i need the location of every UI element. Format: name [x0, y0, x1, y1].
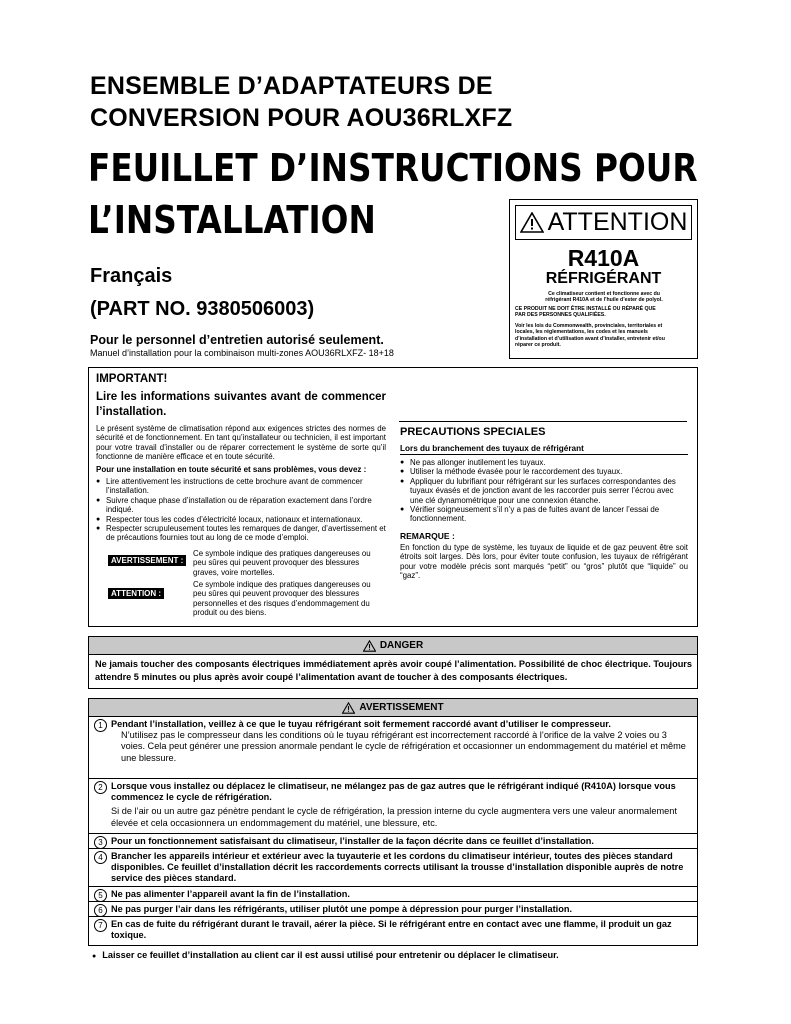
- precautions-title: PRECAUTIONS SPECIALES: [400, 426, 546, 438]
- series-title-line1: ENSEMBLE D’ADAPTATEURS DE: [90, 72, 493, 100]
- avertissement-heading-text: AVERTISSEMENT: [359, 702, 444, 713]
- warning-item: [89, 917, 697, 944]
- part-number: (PART NO. 9380506003): [90, 298, 315, 320]
- remark-text: En fonction du type de système, les tuyaux de liquide et de gaz peuvent être soit étroits soit larges. Dès lors, pour éviter toute confusion, les tuyaux de réfrigérant pour votre modèle précis sont marqués “petit” ou “gros” plutôt que “liquide” ou “gaz”.: [400, 543, 688, 581]
- safety-list: [96, 477, 386, 543]
- warning-item: [89, 717, 697, 779]
- item-number: 5: [94, 889, 107, 902]
- attention-note-3: Voir les lois du Commonwealth, provinciales, territoriales et locales, les réglementations, les codes et les manuels d’installation et d’utilisation avant d’installer, entretenir et/ou réparer ce produit.: [515, 323, 665, 348]
- item-number: 7: [94, 919, 107, 932]
- list-item: ● Suivre chaque phase d’installation ou de réparation exactement dans l’ordre indiqué.: [96, 496, 386, 515]
- language-label: Français: [90, 265, 173, 287]
- list-item: ● Vérifier soigneusement s’il n’y a pas de fuites avant de lancer l’essai de fonctionnement.: [400, 505, 688, 524]
- warning-triangle-icon: [342, 702, 355, 714]
- precautions-list: [400, 458, 688, 524]
- main-title-line1: FEUILLET D’INSTRUCTIONS POUR: [88, 146, 698, 190]
- item-number: 4: [94, 851, 107, 864]
- refrigerant-name: R410A: [567, 245, 640, 271]
- attention-box: [509, 199, 698, 359]
- manual-note: Manuel d’installation pour la combinaison multi-zones AOU36RLXFZ- 18+18: [90, 348, 394, 358]
- personnel-note: Pour le personnel d’entretien autorisé seulement.: [90, 333, 384, 347]
- attention-heading: [515, 205, 692, 240]
- attention-note-2: CE PRODUIT NE DOIT ÊTRE INSTALLÉ OU RÉPARÉ QUE PAR DES PERSONNES QUALIFIÉES.: [515, 306, 656, 319]
- warning-item: [89, 902, 697, 917]
- item-number: 2: [94, 781, 107, 794]
- danger-text: Ne jamais toucher des composants électriques immédiatement après avoir coupé l’alimentation. Possibilité de choc électrique. Toujours attendre 5 minutes ou plus après avoir coupé l’alimentation avant de toucher à des composants électriques.: [95, 659, 692, 682]
- item-text: Pour un fonctionnement satisfaisant du climatiseur, l’installer de la façon décrite dans ce feuillet d’installation.: [111, 836, 594, 846]
- item-number: 3: [94, 836, 107, 849]
- list-item: ● Utiliser la méthode évasée pour le raccordement des tuyaux.: [400, 467, 688, 476]
- warning-item: [89, 779, 697, 834]
- list-item: ● Appliquer du lubrifiant pour réfrigérant sur les surfaces correspondantes des tuyaux évasés et de jonction avant de les raccorder puis serrer l’écrou avec une clé dynamométrique pour une connexion étanche.: [400, 477, 688, 505]
- warning-triangle-icon: [520, 212, 544, 233]
- item-text: Brancher les appareils intérieur et extérieur avec la tuyauterie et les cordons du climatiseur intérieur, toutes des pièces standard disponibles. Ce feuillet d’installation décrit les raccordements corrects utilisant la trousse d’installation disponible auprès de notre service des pièces standard.: [111, 851, 684, 884]
- main-title-line2: L’INSTALLATION: [88, 198, 376, 242]
- attention-note-1: Ce climatiseur contient et fonctionne avec du réfrigérant R410A et de l’huile d’ester de polyol.: [545, 291, 663, 304]
- list-item: ● Respecter tous les codes d’électricité locaux, nationaux et internationaux.: [96, 515, 386, 524]
- warning-triangle-icon: [363, 640, 376, 652]
- footer-note: ● Laisser ce feuillet d’installation au client car il est aussi utilisé pour entretenir ou déplacer le climatiseur.: [92, 950, 559, 960]
- avertissement-heading: [89, 699, 697, 717]
- important-paragraph: Le présent système de climatisation répond aux exigences strictes des normes de sécurité et de fonctionnement. En tant qu’installateur ou technicien, il est important pour votre travail d’installer ou de réparer correctement le système de sorte qu’il fonctionne de manière efficace et en toute sécurité.: [96, 424, 386, 462]
- item-text: En cas de fuite du réfrigérant durant le travail, aérer la pièce. Si le réfrigérant entre en contact avec une flamme, il produit un gaz toxique.: [111, 919, 672, 941]
- bullet-icon: ●: [92, 953, 97, 960]
- list-item: ● Lire attentivement les instructions de cette brochure avant de commencer l’installation.: [96, 477, 386, 496]
- remark-title: REMARQUE :: [400, 531, 455, 541]
- avert-description: Ce symbole indique des pratiques dangereuses ou peu sûres qui peuvent provoquer des blessures graves, voire mortelles.: [193, 549, 371, 577]
- danger-heading-text: DANGER: [379, 640, 424, 651]
- warning-item: [89, 849, 697, 887]
- list-item: ● Ne pas allonger inutilement les tuyaux.: [400, 458, 688, 467]
- warning-item: [89, 887, 697, 902]
- precautions-divider: [399, 421, 687, 422]
- avert-badge: AVERTISSEMENT :: [108, 550, 186, 568]
- series-title: [90, 70, 512, 134]
- danger-heading: [89, 637, 697, 655]
- item-number: 6: [94, 904, 107, 917]
- important-subtitle: Lire les informations suivantes avant de commencer l’installation.: [96, 391, 386, 418]
- refrigerant-label: RÉFRIGÉRANT: [545, 270, 662, 287]
- important-title: IMPORTANT!: [96, 373, 168, 385]
- attn-badge: ATTENTION :: [108, 583, 164, 601]
- list-item: ● Respecter scrupuleusement toutes les remarques de danger, d’avertissement et de précautions fournies tout au long de ce mode d’emploi.: [96, 524, 386, 543]
- attn-description: Ce symbole indique des pratiques dangereuses ou peu sûres qui peuvent provoquer des blessures personnelles et des risques d’endommagement du produit ou des biens.: [193, 580, 371, 618]
- series-title-line2: CONVERSION POUR AOU36RLXFZ: [90, 104, 513, 132]
- item-number: 1: [94, 719, 107, 732]
- item-text: Ne pas purger l’air dans les réfrigérants, utiliser plutôt une pompe à dépression pour purger l’installation.: [111, 904, 572, 914]
- item-text: Pendant l’installation, veillez à ce que le tuyau réfrigérant soit fermement raccordé avant d’utiliser le compresseur. N’utilisez pas le compresseur dans les conditions où le tuyau réfrigérant est incorrectement raccordé à l’orifice de la valve 2 voies ou 3 voies. Cela peut générer une pression anormale pendant le cycle de réfrigération et occasionner un endommagement du matériel et même une blessure.: [111, 719, 686, 763]
- item-text: Lorsque vous installez ou déplacez le climatiseur, ne mélangez pas de gaz autres que le réfrigérant indiqué (R410A) lorsque vous commencez le cycle de réfrigération. Si de l’air ou un autre gaz pénètre pendant le cycle de réfrigération, la pression interne du cycle augmentera vers une valeur anormalement élevée et cela occasionnera un endommagement du matériel, une blessure, etc.: [111, 781, 677, 828]
- danger-box: [88, 636, 698, 689]
- precautions-subtitle: Lors du branchement des tuyaux de réfrigérant: [400, 444, 688, 455]
- attention-heading-text: ATTENTION: [547, 208, 688, 236]
- warning-item: [89, 834, 697, 849]
- item-text: Ne pas alimenter l’appareil avant la fin de l’installation.: [111, 889, 350, 899]
- safety-heading: Pour une installation en toute sécurité et sans problèmes, vous devez :: [96, 465, 367, 474]
- avertissement-box: [88, 698, 698, 946]
